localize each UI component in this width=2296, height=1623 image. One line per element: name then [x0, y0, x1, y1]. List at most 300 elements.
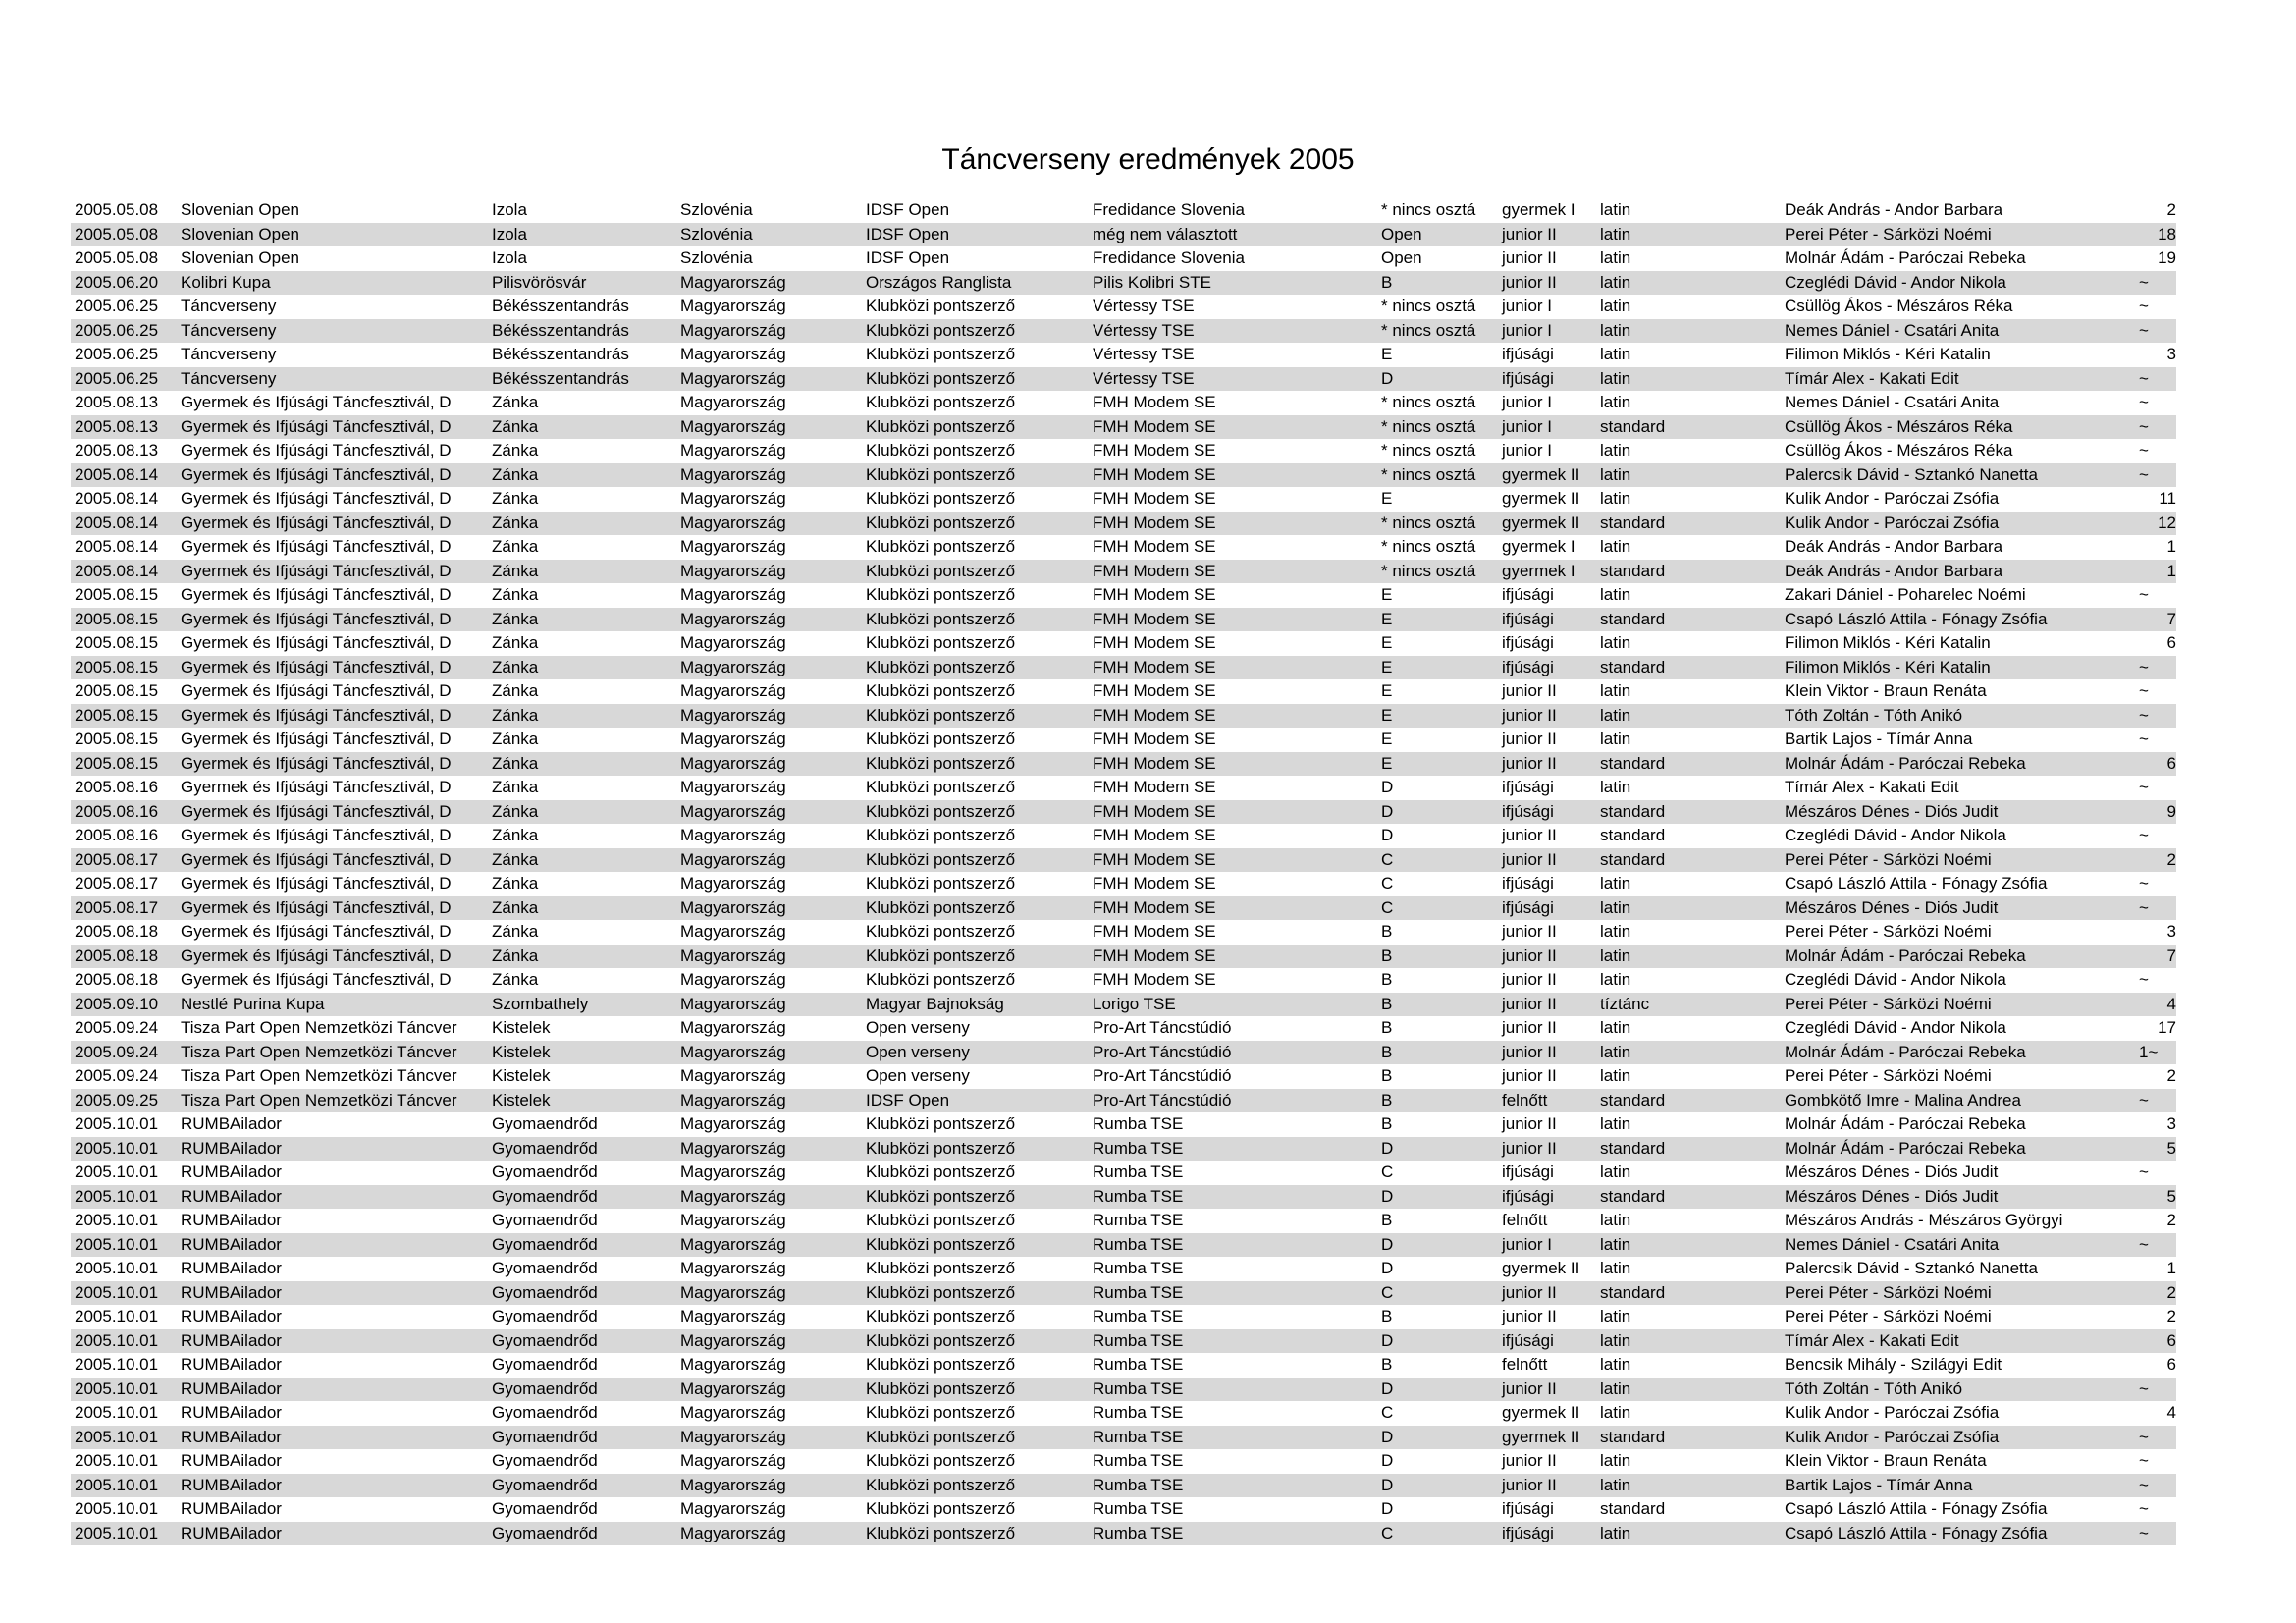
cell-age: junior II: [1502, 248, 1557, 267]
cell-style: latin: [1600, 393, 1631, 411]
cell-city: Zánka: [492, 874, 539, 893]
cell-style: standard: [1600, 801, 1666, 821]
cell-couple: Molnár Ádám - Paróczai Rebeka: [1785, 248, 2026, 267]
cell-result: ~: [2139, 585, 2149, 604]
cell-class: D: [1381, 1259, 1394, 1277]
cell-type: Klubközi pontszerző: [866, 561, 1016, 580]
cell-organizer: Rumba TSE: [1093, 1499, 1184, 1518]
cell-style: latin: [1600, 585, 1631, 604]
cell-couple: Perei Péter - Sárközi Noémi: [1785, 224, 1992, 243]
cell-city: Zánka: [492, 946, 539, 965]
cell-age: ifjúsági: [1502, 1523, 1554, 1542]
cell-date: 2005.06.20: [75, 272, 159, 292]
cell-class: C: [1381, 1163, 1394, 1181]
cell-result: 12: [2158, 513, 2176, 532]
cell-name: Gyermek és Ifjúsági Táncfesztivál, D: [181, 537, 452, 556]
cell-style: latin: [1600, 248, 1631, 267]
cell-age: junior II: [1502, 1307, 1557, 1325]
cell-age: junior II: [1502, 1066, 1557, 1085]
cell-result: ~: [2139, 272, 2149, 292]
cell-style: latin: [1600, 272, 1631, 292]
cell-style: standard: [1600, 609, 1666, 628]
cell-date: 2005.10.01: [75, 1379, 159, 1398]
cell-couple: Tóth Zoltán - Tóth Anikó: [1785, 1379, 1963, 1398]
cell-name: Gyermek és Ifjúsági Táncfesztivál, D: [181, 513, 452, 532]
cell-type: IDSF Open: [866, 200, 950, 219]
cell-type: Klubközi pontszerző: [866, 657, 1016, 676]
cell-name: Gyermek és Ifjúsági Táncfesztivál, D: [181, 489, 452, 508]
cell-class: D: [1381, 1234, 1394, 1254]
cell-couple: Nemes Dániel - Csatári Anita: [1785, 1234, 2000, 1254]
cell-class: D: [1381, 778, 1394, 796]
cell-date: 2005.08.15: [75, 753, 159, 773]
cell-city: Gyomaendrőd: [492, 1499, 598, 1518]
cell-type: Klubközi pontszerző: [866, 345, 1016, 363]
cell-country: Magyarország: [680, 1379, 786, 1398]
cell-result: 7: [2166, 946, 2176, 965]
cell-style: latin: [1600, 705, 1631, 725]
cell-organizer: Vértessy TSE: [1093, 368, 1195, 388]
table-row: [71, 1233, 2176, 1258]
cell-type: Klubközi pontszerző: [866, 537, 1016, 556]
cell-name: Slovenian Open: [181, 248, 299, 267]
cell-name: RUMBAilador: [181, 1211, 282, 1229]
cell-class: * nincs osztá: [1381, 297, 1476, 315]
cell-country: Magyarország: [680, 1186, 786, 1206]
cell-type: Klubközi pontszerző: [866, 1234, 1016, 1254]
cell-date: 2005.08.14: [75, 537, 159, 556]
table-row: [71, 1137, 2176, 1162]
table-row: [71, 487, 2176, 512]
cell-name: Gyermek és Ifjúsági Táncfesztivál, D: [181, 585, 452, 604]
table-row: [71, 728, 2176, 752]
cell-city: Békésszentandrás: [492, 345, 629, 363]
cell-country: Magyarország: [680, 681, 786, 700]
cell-result: 9: [2166, 801, 2176, 821]
table-row: [71, 1497, 2176, 1522]
cell-date: 2005.08.15: [75, 585, 159, 604]
cell-result: 2: [2166, 200, 2176, 219]
table-row: [71, 391, 2176, 415]
cell-style: latin: [1600, 1066, 1631, 1085]
cell-style: latin: [1600, 441, 1631, 460]
cell-country: Magyarország: [680, 1042, 786, 1061]
cell-city: Zánka: [492, 585, 539, 604]
cell-type: Klubközi pontszerző: [866, 1282, 1016, 1302]
cell-age: felnőtt: [1502, 1090, 1548, 1109]
cell-city: Zánka: [492, 681, 539, 700]
cell-style: tíztánc: [1600, 994, 1650, 1013]
cell-class: * nincs osztá: [1381, 537, 1476, 556]
cell-country: Magyarország: [680, 753, 786, 773]
table-row: [71, 223, 2176, 247]
cell-result: ~: [2139, 1427, 2149, 1446]
cell-age: junior II: [1502, 994, 1557, 1013]
cell-result: ~: [2139, 441, 2149, 460]
table-row: [71, 1474, 2176, 1498]
cell-date: 2005.09.24: [75, 1066, 159, 1085]
cell-age: junior II: [1502, 1042, 1557, 1061]
cell-type: Klubközi pontszerző: [866, 1379, 1016, 1398]
cell-style: standard: [1600, 416, 1666, 436]
cell-type: Klubközi pontszerző: [866, 1355, 1016, 1374]
cell-age: ifjúsági: [1502, 1186, 1554, 1206]
cell-class: D: [1381, 1138, 1394, 1158]
cell-couple: Tímár Alex - Kakati Edit: [1785, 778, 1959, 796]
cell-city: Gyomaendrőd: [492, 1475, 598, 1494]
cell-type: Open verseny: [866, 1066, 970, 1085]
cell-name: Slovenian Open: [181, 224, 299, 243]
cell-name: Gyermek és Ifjúsági Táncfesztivál, D: [181, 441, 452, 460]
cell-organizer: FMH Modem SE: [1093, 753, 1216, 773]
cell-couple: Czeglédi Dávid - Andor Nikola: [1785, 1018, 2006, 1037]
cell-city: Zánka: [492, 393, 539, 411]
table-row: [71, 1089, 2176, 1113]
cell-type: Klubközi pontszerző: [866, 464, 1016, 484]
results-table: [71, 198, 2176, 1545]
cell-organizer: Rumba TSE: [1093, 1427, 1184, 1446]
cell-organizer: Rumba TSE: [1093, 1330, 1184, 1350]
cell-style: latin: [1600, 970, 1631, 989]
table-row: [71, 198, 2176, 223]
cell-couple: Csapó László Attila - Fónagy Zsófia: [1785, 1499, 2048, 1518]
cell-name: RUMBAilador: [181, 1138, 282, 1158]
cell-organizer: Pro-Art Táncstúdió: [1093, 1066, 1232, 1085]
cell-result: 2: [2166, 1282, 2176, 1302]
cell-style: latin: [1600, 489, 1631, 508]
cell-city: Gyomaendrőd: [492, 1523, 598, 1542]
cell-age: junior II: [1502, 705, 1557, 725]
cell-name: RUMBAilador: [181, 1259, 282, 1277]
cell-date: 2005.10.01: [75, 1163, 159, 1181]
cell-city: Szombathely: [492, 994, 589, 1013]
cell-date: 2005.08.14: [75, 464, 159, 484]
cell-country: Magyarország: [680, 1138, 786, 1158]
cell-age: ifjúsági: [1502, 897, 1554, 917]
cell-country: Magyarország: [680, 778, 786, 796]
cell-date: 2005.09.24: [75, 1018, 159, 1037]
cell-class: E: [1381, 633, 1393, 652]
cell-style: latin: [1600, 1018, 1631, 1037]
cell-date: 2005.06.25: [75, 345, 159, 363]
cell-age: gyermek II: [1502, 513, 1580, 532]
cell-date: 2005.10.01: [75, 1499, 159, 1518]
cell-result: 2: [2166, 1211, 2176, 1229]
cell-age: felnőtt: [1502, 1355, 1548, 1374]
cell-name: RUMBAilador: [181, 1451, 282, 1470]
cell-couple: Csüllög Ákos - Mészáros Réka: [1785, 441, 2013, 460]
cell-couple: Csapó László Attila - Fónagy Zsófia: [1785, 609, 2048, 628]
cell-organizer: FMH Modem SE: [1093, 849, 1216, 869]
cell-age: ifjúsági: [1502, 657, 1554, 676]
cell-date: 2005.08.13: [75, 393, 159, 411]
cell-couple: Molnár Ádám - Paróczai Rebeka: [1785, 1138, 2026, 1158]
cell-type: Klubközi pontszerző: [866, 1186, 1016, 1206]
cell-city: Zánka: [492, 705, 539, 725]
cell-city: Gyomaendrőd: [492, 1282, 598, 1302]
cell-country: Magyarország: [680, 1403, 786, 1422]
cell-organizer: FMH Modem SE: [1093, 585, 1216, 604]
cell-date: 2005.06.25: [75, 368, 159, 388]
cell-date: 2005.05.08: [75, 200, 159, 219]
cell-result: 6: [2166, 1355, 2176, 1374]
cell-type: Klubközi pontszerző: [866, 1451, 1016, 1470]
cell-organizer: FMH Modem SE: [1093, 609, 1216, 628]
cell-city: Gyomaendrőd: [492, 1114, 598, 1133]
cell-organizer: Rumba TSE: [1093, 1403, 1184, 1422]
cell-class: Open: [1381, 224, 1422, 243]
table-row: [71, 752, 2176, 777]
cell-style: latin: [1600, 320, 1631, 340]
cell-organizer: Rumba TSE: [1093, 1307, 1184, 1325]
cell-style: latin: [1600, 730, 1631, 748]
cell-age: ifjúsági: [1502, 368, 1554, 388]
cell-age: junior II: [1502, 224, 1557, 243]
cell-country: Magyarország: [680, 1234, 786, 1254]
cell-organizer: Rumba TSE: [1093, 1211, 1184, 1229]
cell-style: latin: [1600, 946, 1631, 965]
cell-age: junior II: [1502, 730, 1557, 748]
cell-organizer: Rumba TSE: [1093, 1475, 1184, 1494]
cell-result: ~: [2139, 297, 2149, 315]
cell-class: E: [1381, 489, 1393, 508]
table-row: [71, 535, 2176, 560]
cell-organizer: Vértessy TSE: [1093, 345, 1195, 363]
cell-name: Gyermek és Ifjúsági Táncfesztivál, D: [181, 609, 452, 628]
cell-couple: Kulik Andor - Paróczai Zsófia: [1785, 1427, 2000, 1446]
cell-city: Zánka: [492, 537, 539, 556]
cell-result: 11: [2159, 489, 2176, 508]
cell-age: gyermek I: [1502, 561, 1575, 580]
cell-date: 2005.10.01: [75, 1186, 159, 1206]
cell-name: RUMBAilador: [181, 1163, 282, 1181]
cell-couple: Kulik Andor - Paróczai Zsófia: [1785, 513, 2000, 532]
table-row: [71, 945, 2176, 969]
cell-style: latin: [1600, 1403, 1631, 1422]
cell-city: Zánka: [492, 970, 539, 989]
cell-city: Zánka: [492, 513, 539, 532]
cell-couple: Molnár Ádám - Paróczai Rebeka: [1785, 753, 2026, 773]
cell-style: standard: [1600, 1186, 1666, 1206]
cell-type: Klubközi pontszerző: [866, 416, 1016, 436]
cell-class: E: [1381, 730, 1393, 748]
cell-organizer: FMH Modem SE: [1093, 826, 1216, 844]
table-row: [71, 1112, 2176, 1137]
cell-type: Klubközi pontszerző: [866, 730, 1016, 748]
cell-type: Klubközi pontszerző: [866, 393, 1016, 411]
table-row: [71, 776, 2176, 800]
cell-class: B: [1381, 1307, 1393, 1325]
cell-date: 2005.09.24: [75, 1042, 159, 1061]
cell-type: Klubközi pontszerző: [866, 368, 1016, 388]
cell-style: latin: [1600, 297, 1631, 315]
cell-couple: Filimon Miklós - Kéri Katalin: [1785, 657, 1991, 676]
cell-city: Békésszentandrás: [492, 368, 629, 388]
cell-name: Táncverseny: [181, 320, 277, 340]
cell-style: latin: [1600, 1234, 1631, 1254]
cell-organizer: Lorigo TSE: [1093, 994, 1176, 1013]
cell-couple: Perei Péter - Sárközi Noémi: [1785, 1282, 1992, 1302]
table-row: [71, 583, 2176, 608]
cell-result: 1: [2166, 1259, 2176, 1277]
cell-age: junior I: [1502, 297, 1553, 315]
cell-organizer: FMH Modem SE: [1093, 393, 1216, 411]
table-row: [71, 367, 2176, 392]
cell-couple: Molnár Ádám - Paróczai Rebeka: [1785, 1042, 2026, 1061]
cell-name: Gyermek és Ifjúsági Táncfesztivál, D: [181, 801, 452, 821]
cell-country: Magyarország: [680, 1427, 786, 1446]
cell-class: C: [1381, 897, 1394, 917]
cell-result: ~: [2139, 1090, 2149, 1109]
cell-country: Magyarország: [680, 657, 786, 676]
cell-country: Magyarország: [680, 1355, 786, 1374]
cell-age: junior II: [1502, 946, 1557, 965]
cell-city: Kistelek: [492, 1090, 551, 1109]
cell-date: 2005.10.01: [75, 1355, 159, 1374]
cell-couple: Zakari Dániel - Poharelec Noémi: [1785, 585, 2026, 604]
cell-country: Magyarország: [680, 297, 786, 315]
cell-date: 2005.08.15: [75, 705, 159, 725]
cell-name: Gyermek és Ifjúsági Táncfesztivál, D: [181, 416, 452, 436]
cell-date: 2005.08.17: [75, 897, 159, 917]
cell-style: latin: [1600, 1355, 1631, 1374]
cell-country: Magyarország: [680, 946, 786, 965]
table-row: [71, 848, 2176, 873]
table-row: [71, 920, 2176, 945]
cell-type: Klubközi pontszerző: [866, 1307, 1016, 1325]
cell-type: Klubközi pontszerző: [866, 1259, 1016, 1277]
cell-result: 6: [2166, 753, 2176, 773]
cell-result: ~: [2139, 320, 2149, 340]
table-row: [71, 896, 2176, 921]
cell-name: RUMBAilador: [181, 1307, 282, 1325]
table-row: [71, 1426, 2176, 1450]
cell-name: Táncverseny: [181, 297, 277, 315]
cell-date: 2005.10.01: [75, 1403, 159, 1422]
cell-couple: Bartik Lajos - Tímár Anna: [1785, 1475, 1973, 1494]
cell-class: B: [1381, 994, 1393, 1013]
cell-country: Magyarország: [680, 1475, 786, 1494]
cell-city: Zánka: [492, 778, 539, 796]
cell-class: * nincs osztá: [1381, 320, 1476, 340]
cell-age: gyermek II: [1502, 1259, 1580, 1277]
cell-result: ~: [2139, 368, 2149, 388]
cell-organizer: FMH Modem SE: [1093, 489, 1216, 508]
cell-type: Klubközi pontszerző: [866, 1330, 1016, 1350]
cell-type: Klubközi pontszerző: [866, 897, 1016, 917]
cell-couple: Deák András - Andor Barbara: [1785, 537, 2003, 556]
cell-age: junior II: [1502, 1282, 1557, 1302]
table-row: [71, 1016, 2176, 1041]
cell-city: Zánka: [492, 801, 539, 821]
cell-style: standard: [1600, 1427, 1666, 1446]
cell-country: Magyarország: [680, 416, 786, 436]
cell-city: Kistelek: [492, 1042, 551, 1061]
cell-style: standard: [1600, 826, 1666, 844]
cell-date: 2005.10.01: [75, 1114, 159, 1133]
cell-couple: Bencsik Mihály - Szilágyi Edit: [1785, 1355, 2002, 1374]
table-row: [71, 656, 2176, 680]
cell-organizer: FMH Modem SE: [1093, 801, 1216, 821]
cell-city: Gyomaendrőd: [492, 1259, 598, 1277]
cell-class: B: [1381, 1042, 1393, 1061]
cell-date: 2005.08.13: [75, 416, 159, 436]
cell-organizer: FMH Modem SE: [1093, 705, 1216, 725]
cell-date: 2005.08.18: [75, 946, 159, 965]
cell-couple: Perei Péter - Sárközi Noémi: [1785, 994, 1992, 1013]
cell-city: Zánka: [492, 609, 539, 628]
cell-country: Magyarország: [680, 1523, 786, 1542]
cell-name: RUMBAilador: [181, 1234, 282, 1254]
cell-country: Szlovénia: [680, 224, 753, 243]
cell-couple: Palercsik Dávid - Sztankó Nanetta: [1785, 464, 2038, 484]
cell-couple: Perei Péter - Sárközi Noémi: [1785, 849, 1992, 869]
cell-city: Kistelek: [492, 1066, 551, 1085]
cell-date: 2005.08.16: [75, 801, 159, 821]
cell-style: latin: [1600, 200, 1631, 219]
cell-name: Gyermek és Ifjúsági Táncfesztivál, D: [181, 946, 452, 965]
cell-age: junior II: [1502, 1138, 1557, 1158]
cell-class: B: [1381, 272, 1393, 292]
cell-organizer: FMH Modem SE: [1093, 657, 1216, 676]
cell-name: RUMBAilador: [181, 1475, 282, 1494]
table-row: [71, 1041, 2176, 1065]
cell-country: Magyarország: [680, 1282, 786, 1302]
table-row: [71, 1449, 2176, 1474]
cell-country: Magyarország: [680, 1451, 786, 1470]
cell-result: 17: [2158, 1018, 2176, 1037]
cell-city: Gyomaendrőd: [492, 1186, 598, 1206]
cell-couple: Nemes Dániel - Csatári Anita: [1785, 393, 2000, 411]
page-title: Táncverseny eredmények 2005: [941, 143, 1355, 176]
cell-result: 1: [2166, 537, 2176, 556]
cell-result: 6: [2166, 633, 2176, 652]
cell-city: Gyomaendrőd: [492, 1163, 598, 1181]
cell-class: D: [1381, 1186, 1394, 1206]
cell-name: Gyermek és Ifjúsági Táncfesztivál, D: [181, 464, 452, 484]
table-row: [71, 1401, 2176, 1426]
cell-country: Szlovénia: [680, 200, 753, 219]
cell-result: 5: [2166, 1186, 2176, 1206]
cell-country: Magyarország: [680, 272, 786, 292]
cell-result: ~: [2139, 970, 2149, 989]
table-row: [71, 1064, 2176, 1089]
cell-date: 2005.10.01: [75, 1138, 159, 1158]
cell-couple: Mészáros Dénes - Diós Judit: [1785, 1186, 1999, 1206]
cell-result: 2: [2166, 1066, 2176, 1085]
cell-age: ifjúsági: [1502, 633, 1554, 652]
cell-name: RUMBAilador: [181, 1523, 282, 1542]
cell-country: Szlovénia: [680, 248, 753, 267]
cell-age: junior II: [1502, 272, 1557, 292]
cell-name: Slovenian Open: [181, 200, 299, 219]
cell-style: latin: [1600, 1211, 1631, 1229]
cell-organizer: FMH Modem SE: [1093, 537, 1216, 556]
cell-country: Magyarország: [680, 513, 786, 532]
cell-class: * nincs osztá: [1381, 561, 1476, 580]
cell-name: RUMBAilador: [181, 1499, 282, 1518]
cell-country: Magyarország: [680, 633, 786, 652]
cell-country: Magyarország: [680, 537, 786, 556]
cell-organizer: Rumba TSE: [1093, 1523, 1184, 1542]
cell-result: ~: [2139, 1499, 2149, 1518]
cell-date: 2005.08.18: [75, 922, 159, 941]
cell-couple: Filimon Miklós - Kéri Katalin: [1785, 345, 1991, 363]
cell-type: IDSF Open: [866, 224, 950, 243]
cell-date: 2005.10.01: [75, 1451, 159, 1470]
cell-style: latin: [1600, 224, 1631, 243]
table-row: [71, 800, 2176, 825]
